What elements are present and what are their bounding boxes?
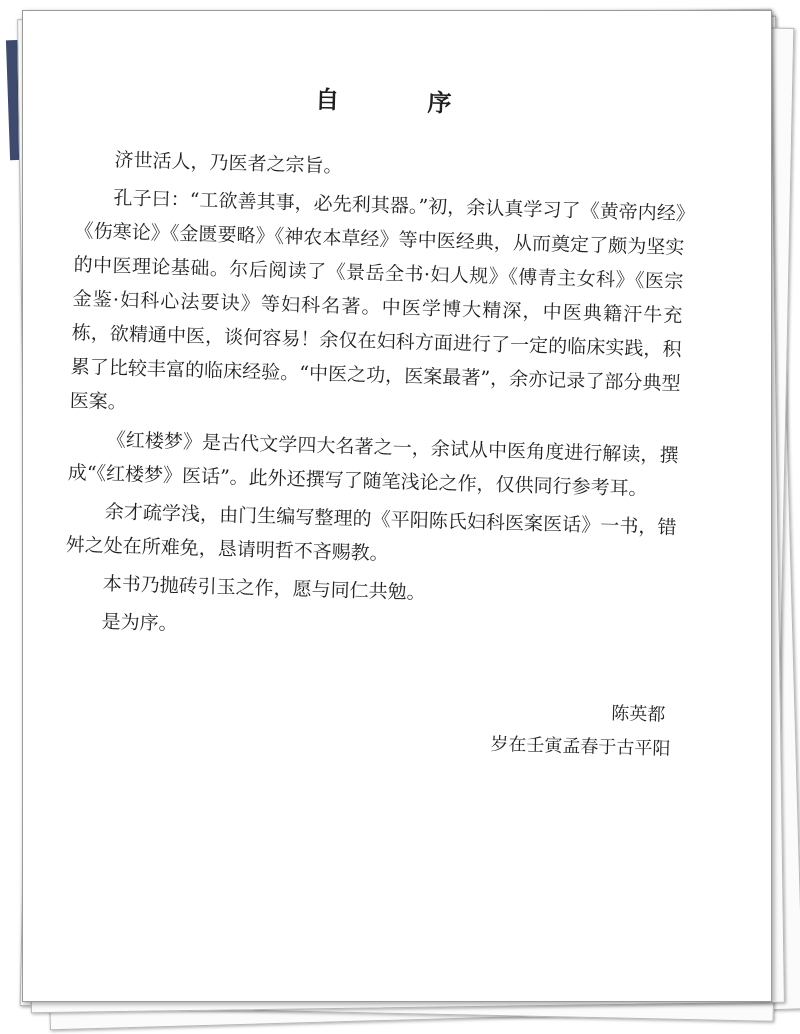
preface-content	[60, 73, 689, 767]
paragraph-4: 余才疏学浅，由门生编写整理的《平阳陈氏妇科医案医话》一书，错舛之处在所难免，恳请明哲不吝赐教。	[65, 500, 677, 565]
page-title: 自 序	[314, 85, 492, 119]
paragraph-3: 《红楼梦》是古代文学四大名著之一，余试从中医角度进行解读，撰成“《红楼梦》医话”。此外还撰写了随笔浅论之作，仅供同行参考耳。	[67, 428, 679, 501]
document-page	[22, 10, 772, 1002]
paragraph-1: 济世活人，乃医者之宗旨。	[114, 149, 343, 178]
signature-date-place: 岁在壬寅孟春于古平阳	[490, 733, 671, 760]
paragraph-5: 本书乃抛砖引玉之作，愿与同仁共勉。	[102, 572, 426, 604]
author-name: 陈英都	[611, 703, 666, 726]
signature-block	[60, 682, 672, 767]
paragraph-2: 孔子曰：“工欲善其事，必先利其器。”初，余认真学习了《黄帝内经》《伤寒论》《金匮要略》《神农本草经》等中医经典，从而奠定了颇为坚实的中医理论基础。尔后阅读了《景岳全书·妇人规》《傅青主女科》《医宗金鉴·妇科心法要诀》等妇科名著。中医学博大精深，中医典籍汗牛充栋，欲精通中医，谈何容易！余仅在妇科方面进行了一定的临床实践，积累了比较丰富的临床经验。“中医之功，医案最著”，余亦记录了部分典型医案。	[69, 187, 686, 414]
paragraph-6: 是为序。	[101, 610, 178, 635]
